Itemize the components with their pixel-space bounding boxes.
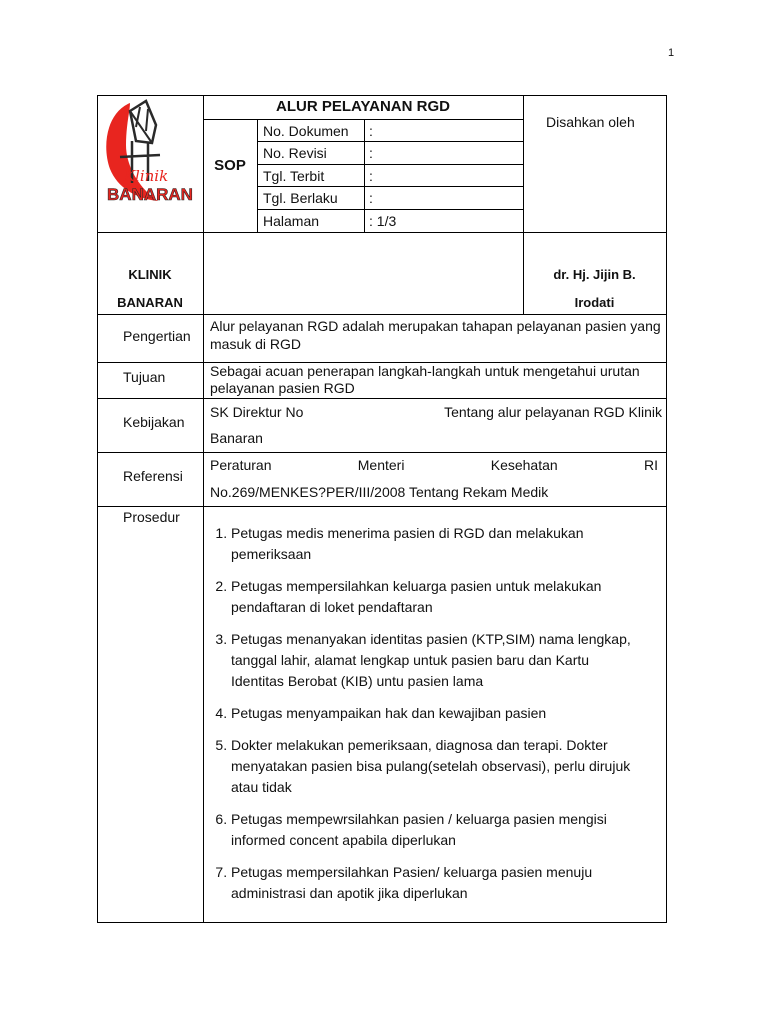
prosedur-steps <box>205 523 641 915</box>
referensi-word: Peraturan <box>210 457 272 473</box>
kebijakan-label: Kebijakan <box>123 414 185 430</box>
clinic-name-line2: BANARAN <box>117 295 183 310</box>
prosedur-step: 4. Petugas menyampaikan hak dan kewajiban pasien <box>231 703 641 724</box>
field-label-tgl-terbit: Tgl. Terbit <box>263 168 325 184</box>
referensi-word: RI <box>643 457 658 473</box>
prosedur-step: 6. Petugas mempewrsilahkan pasien / keluarga pasien mengisi informed concent apabila diperlukan <box>231 809 641 851</box>
field-label-halaman: Halaman <box>263 213 320 229</box>
kebijakan-text <box>210 399 662 451</box>
page-number: 1 <box>668 47 675 59</box>
clinic-logo <box>100 97 200 215</box>
referensi-line1 <box>210 452 658 479</box>
referensi-word: Menteri <box>357 457 405 473</box>
clinic-logo-icon <box>100 97 200 215</box>
tujuan-text: Sebagai acuan penerapan langkah-langkah untuk mengetahui urutan pelayanan pasien RGD <box>210 363 640 396</box>
referensi-text <box>210 452 658 506</box>
pengertian-text: Alur pelayanan RGD adalah merupakan tahapan pelayanan pasien yang masuk di RGD <box>210 318 661 352</box>
prosedur-list <box>205 523 641 904</box>
referensi-word: Kesehatan <box>490 457 558 473</box>
approver-name-line1: dr. Hj. Jijin B. <box>553 267 636 282</box>
prosedur-step: 1. Petugas medis menerima pasien di RGD dan melakukan pemeriksaan <box>231 523 641 565</box>
prosedur-step: 7. Petugas mempersilahkan Pasien/ keluarga pasien menuju administrasi dan apotik jika diperlukan <box>231 862 641 904</box>
approval-label: Disahkan oleh <box>546 114 635 130</box>
sop-label: SOP <box>214 157 246 174</box>
tujuan-label: Tujuan <box>123 369 166 385</box>
kebijakan-sk: SK Direktur No <box>210 404 304 420</box>
logo-script-text: Klinik <box>123 167 169 185</box>
kebijakan-tentang: Tentang alur pelayanan RGD Klinik <box>444 404 662 420</box>
field-value-tgl-terbit: : <box>369 168 373 184</box>
prosedur-step: 2. Petugas mempersilahkan keluarga pasien untuk melakukan pendaftaran di loket pendaftaran <box>231 576 641 618</box>
field-value-no-dokumen: : <box>369 123 373 139</box>
field-label-tgl-berlaku: Tgl. Berlaku <box>263 190 338 206</box>
kebijakan-line1 <box>210 399 662 425</box>
prosedur-step: 5. Dokter melakukan pemeriksaan, diagnosa dan terapi. Dokter menyatakan pasien bisa pulang(setelah observasi), perlu dirujuk atau tidak <box>231 735 641 798</box>
field-label-no-dokumen: No. Dokumen <box>263 123 349 139</box>
clinic-name-line1: KLINIK <box>128 267 172 282</box>
approver-name <box>523 261 666 317</box>
field-value-no-revisi: : <box>369 145 373 161</box>
kebijakan-line2: Banaran <box>210 430 263 446</box>
pengertian-label: Pengertian <box>123 328 191 344</box>
prosedur-label: Prosedur <box>123 509 180 525</box>
document-title: ALUR PELAYANAN RGD <box>276 98 450 115</box>
field-label-no-revisi: No. Revisi <box>263 145 327 161</box>
approver-name-line2: Irodati <box>574 295 615 310</box>
logo-name-text: BANARAN <box>107 185 193 204</box>
referensi-label: Referensi <box>123 468 183 484</box>
field-value-tgl-berlaku: : <box>369 190 373 206</box>
prosedur-step: 3. Petugas menanyakan identitas pasien (KTP,SIM) nama lengkap, tanggal lahir, alamat lengkap untuk pasien baru dan Kartu Identitas Berobat (KIB) untu pasien lama <box>231 629 641 692</box>
referensi-line2: No.269/MENKES?PER/III/2008 Tentang Rekam Medik <box>210 484 549 500</box>
field-value-halaman: : 1/3 <box>369 213 397 229</box>
clinic-name <box>97 261 203 317</box>
